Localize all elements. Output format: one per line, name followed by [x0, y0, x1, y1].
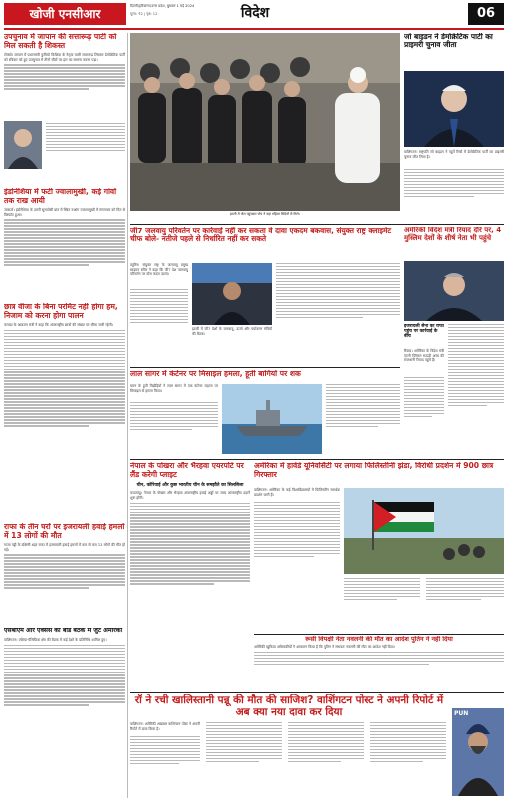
ssc-headline: एसबीएम और एक्सेस की बोर्ड बैठक में जुटे अमेरिकी — [4, 628, 123, 634]
nepal-headline: नेपाल के पोखरा और भैरहवा एयरपोर्ट पर लैंड करेगी प्लाइट — [130, 462, 244, 479]
ssc-text-lines — [4, 645, 125, 706]
col-divider-left — [127, 33, 128, 798]
crowd-scene-image — [130, 33, 400, 211]
story-harvard — [254, 462, 504, 632]
subline: मूल्य: ₹2 | पृष्ठ: 12 — [130, 12, 158, 16]
nepal-text-lines — [130, 503, 250, 585]
japan-body: टोक्यो। जापान में प्रधानमंत्री फुमियो किशिदा के नेतृत्व वाली सत्तारूढ़ लिबरल डेमोक्रेटिक पार्टी को रविवार को हुए उपचुनाव में तीनों सीटों पर हार का सामना करना पड़ा। — [4, 53, 125, 62]
japan-headline: उपचुनाव में जापान की सत्तारूढ़ पार्टी को मिल सकती है शिकस्त — [4, 33, 117, 50]
raw-text-lines-2 — [206, 722, 282, 762]
red-sea-body: यमन के हूती विद्रोहियों ने लाल सागर में एक कंटेनर जहाज पर मिसाइल से हमला किया। — [130, 384, 218, 393]
harvard-text-lines-1 — [254, 502, 340, 557]
story-navalny — [254, 636, 504, 690]
row-divider-4 — [254, 634, 504, 635]
masthead-logo — [4, 3, 126, 25]
nepal-subhead: चीन, कोरियाई और कुछ भारतीय चीन के समझौते का सिलसिला — [136, 483, 244, 488]
kishida-photo — [4, 121, 42, 169]
story-ssc — [4, 628, 125, 798]
g7-photo — [192, 263, 272, 325]
story-raw — [130, 694, 504, 798]
banner-text: PUN — [454, 710, 469, 717]
harvard-photo — [344, 488, 504, 574]
navalny-text-lines — [254, 652, 504, 665]
pope-caption: इटली में जेल पहुंचकर पोप ने वहां महिला कैदियों से मिले। — [229, 212, 300, 216]
gaza-headline: राफा के तीन घरों पर इजरायली हवाई हमलों में 13 लोगों की मौत — [4, 523, 125, 540]
masthead — [0, 0, 508, 28]
student-visa-body: कनाडा के आव्रजन मंत्री ने कहा कि अंतरराष्ट्रीय छात्रों की संख्या पर सीमा जारी रहेगी। — [4, 323, 113, 327]
japan-text-lines — [4, 64, 125, 89]
protest-flag-image — [344, 488, 504, 574]
indonesia-text-lines — [4, 219, 125, 265]
harvard-headline: अमेरिका में हार्वर्ड यूनिवर्सिटी पर लगाया फिलिस्तीनी झंडा, विरोधी प्रदर्शन में 900 छात्र गिरफ्तार — [254, 462, 494, 479]
logo-text: खोजी एनसीआर — [29, 7, 101, 21]
g7-body: ट्यूरिन। संयुक्त राष्ट्र के जलवायु प्रमुख साइमन स्टील ने कहा कि जी7 देश जलवायु परिवर्तन पर ठोस कदम उठाएं। — [130, 263, 188, 277]
story-blinken — [404, 227, 504, 457]
japan-text-lines-2 — [46, 123, 125, 151]
g7-text-lines-1 — [130, 289, 188, 323]
red-sea-text-lines-1 — [130, 402, 218, 430]
harvard-text-lines-2 — [344, 578, 420, 600]
ship-photo — [222, 384, 322, 454]
navalny-headline: रूसी विपक्षी नेता नवलनी की मौत का आदेश पुतिन ने नहीं दिया — [305, 636, 453, 643]
nepal-body: काठमांडू। नेपाल के पोखरा और भैरहवा अंतरराष्ट्रीय हवाई अड्डों पर जल्द अंतरराष्ट्रीय उड़ानें शुरू होंगी। — [130, 491, 250, 500]
harvard-body: वाशिंगटन। अमेरिका के कई विश्वविद्यालयों में फिलिस्तीन समर्थक प्रदर्शन जारी हैं। — [254, 488, 340, 497]
red-sea-headline: लाल सागर में कंटेनर पर मिसाइल हमला, हूती बागियों पर शक — [130, 370, 301, 378]
pope-photo — [130, 33, 400, 211]
blinken-headline: अमेरिकी विदेश मंत्री रियाद दौरे पर, 4 मुस्लिम देशों के शीर्ष नेता भी पहुंचे — [404, 227, 502, 242]
story-nepal — [130, 462, 250, 692]
story-gaza-strikes — [4, 523, 125, 623]
blinken-text-lines-1 — [404, 377, 444, 417]
story-japan — [4, 33, 125, 178]
biden-headline: जो बाइडन ने डेमोक्रेटिक पार्टी का प्राइमरी चुनाव जीता — [404, 33, 493, 50]
raw-text-lines-4 — [370, 722, 446, 762]
g7-caption: इटली में जी7 देशों के जलवायु, ऊर्जा और पर्यावरण मंत्रियों की बैठक। — [192, 327, 272, 336]
page-number: 06 — [468, 3, 504, 25]
row-divider-5 — [130, 692, 504, 693]
g7-text-lines-2 — [276, 263, 400, 318]
biden-body: वाशिंगटन। राष्ट्रपति जो बाइडन ने प्यूर्टो रिको में डेमोक्रेटिक पार्टी का प्राइमरी चुनाव जीत लिया है। — [404, 150, 504, 159]
indonesia-body: जकार्ता। इंडोनेशिया के उत्तरी सुलावेसी प्रांत में स्थित रुआंग ज्वालामुखी में मंगलवार को फिर से विस्फोट हुआ। — [4, 208, 125, 217]
harvard-text-lines-3 — [426, 578, 504, 600]
student-visa-text-lines — [4, 330, 125, 427]
dateline: दिल्ली/हरियाणा/उत्तर प्रदेश, बुधवार 1 मई 2024 — [130, 4, 195, 8]
masthead-rule — [4, 28, 504, 30]
gaza-body: गाजा पट्टी के दक्षिणी शहर राफा में इजरायली हवाई हमलों में कम से कम 13 लोगों की मौत हो गई। — [4, 543, 125, 552]
row-divider-1 — [130, 224, 504, 225]
raw-text-lines-3 — [288, 722, 364, 762]
row-divider-3 — [130, 459, 504, 460]
person-portrait-icon — [404, 261, 504, 321]
blinken-photo — [404, 261, 504, 321]
g7-headline: जी7 जलवायु परिवर्तन पर कार्रवाई नहीं कर सकता वे दावा एकदम बकवास, संयुक्त राष्ट्र क्लाइमेट चीफ बोले- नतीजे पहले से निर्धारित नहीं कर सकते — [130, 227, 392, 244]
story-student-visa — [4, 303, 125, 523]
story-biden — [404, 33, 504, 223]
person-portrait-icon — [404, 71, 504, 147]
raw-headline: रॉ ने रची खालिस्तानी पन्नू की मौत की साजिश? वाशिंगटन पोस्ट ने अपनी रिपोर्ट में अब क्या नया दावा कर दिया — [134, 694, 444, 719]
row-divider-2 — [130, 367, 400, 368]
conference-scene-image — [192, 263, 272, 325]
person-portrait-icon — [4, 121, 42, 169]
ship-image — [222, 384, 322, 454]
blinken-body: रियाद। अमेरिका के विदेश मंत्री एंटनी ब्लिंकन सऊदी अरब की राजधानी रियाद पहुंचे हैं। — [404, 349, 444, 363]
person-portrait-icon — [452, 708, 504, 796]
navalny-body: अमेरिकी खुफिया अधिकारियों ने आकलन किया है कि पुतिन ने संभवतः नवलनी की मौत का आदेश नहीं दिया। — [254, 645, 395, 650]
blinken-text-lines-2 — [448, 324, 504, 406]
pannun-photo — [452, 708, 504, 796]
ssc-body: वाशिंगटन। एशिया-पैसिफिक क्षेत्र की बैठक में कई देशों के प्रतिनिधि शामिल हुए। — [4, 637, 107, 642]
story-g7 — [130, 227, 400, 365]
biden-text-lines — [404, 169, 504, 197]
story-red-sea — [130, 370, 400, 458]
gaza-text-lines — [4, 554, 125, 588]
indonesia-headline: इंडोनेशिया में फटी ज्वालामुखी, कई गांवों तक राख आयी — [4, 188, 117, 205]
blinken-subhead: इजरायली सेना का राफा पहुंच पर कार्रवाई के बीच — [404, 324, 444, 340]
raw-body: वाशिंगटन। अमेरिकी अखबार वाशिंगटन पोस्ट ने अपनी रिपोर्ट में दावा किया है। — [130, 722, 200, 731]
student-visa-headline: छात्र वीजा के बिना परमिट नहीं होगा हम, निजाम को करना होगा पालन — [4, 303, 118, 320]
section-title: विदेश — [240, 5, 270, 21]
red-sea-text-lines-2 — [326, 384, 400, 427]
story-indonesia — [4, 188, 125, 303]
raw-text-lines-1 — [130, 736, 200, 764]
biden-photo — [404, 71, 504, 147]
